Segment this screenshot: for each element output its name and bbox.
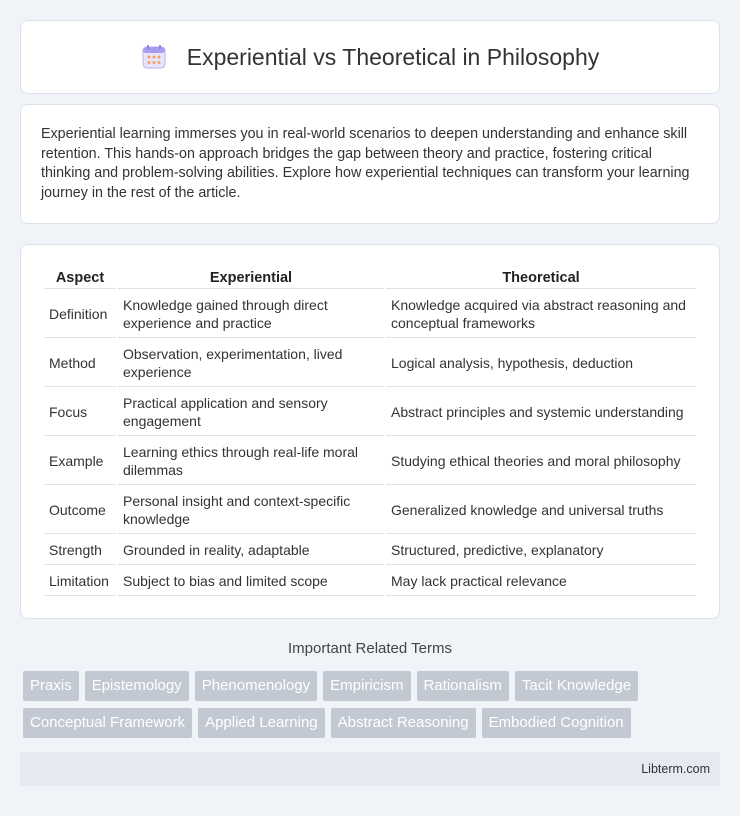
row-theoretical: Knowledge acquired via abstract reasoning and conceptual frameworks — [386, 291, 696, 338]
table-row — [44, 438, 696, 485]
tag-praxis[interactable]: Praxis — [23, 671, 79, 701]
table-row — [44, 340, 696, 387]
row-experiential: Learning ethics through real-life moral dilemmas — [118, 438, 384, 485]
table-row — [44, 536, 696, 565]
header-aspect: Aspect — [44, 267, 116, 289]
tag-tacit-knowledge[interactable]: Tacit Knowledge — [515, 671, 638, 701]
table-row — [44, 291, 696, 338]
related-terms-title: Important Related Terms — [288, 640, 452, 657]
footer — [20, 752, 720, 786]
tag-conceptual-framework[interactable]: Conceptual Framework — [23, 708, 192, 738]
intro-text: Experiential learning immerses you in real-world scenarios to deepen understanding and enhance skill retention. This hands-on approach bridges the gap between theory and practice, fostering critical thinking and problem-solving abilities. Explore how experiential techniques can transform your learning journey in the rest of the article. — [41, 126, 690, 201]
row-experiential: Knowledge gained through direct experience and practice — [118, 291, 384, 338]
row-experiential: Personal insight and context-specific knowledge — [118, 487, 384, 534]
calendar-icon — [141, 44, 167, 70]
row-aspect: Example — [44, 438, 116, 485]
page-title: Experiential vs Theoretical in Philosophy — [186, 43, 600, 70]
row-aspect: Limitation — [44, 567, 116, 596]
row-experiential: Practical application and sensory engagement — [118, 389, 384, 436]
row-aspect: Strength — [44, 536, 116, 565]
row-theoretical: Structured, predictive, explanatory — [386, 536, 696, 565]
table-row — [44, 389, 696, 436]
tag-epistemology[interactable]: Epistemology — [85, 671, 189, 701]
row-aspect: Outcome — [44, 487, 116, 534]
related-terms — [23, 671, 723, 745]
row-theoretical: Studying ethical theories and moral philosophy — [386, 438, 696, 485]
table-row — [44, 567, 696, 596]
tag-phenomenology[interactable]: Phenomenology — [195, 671, 317, 701]
header-experiential: Experiential — [118, 267, 384, 289]
intro-card — [20, 104, 720, 224]
row-theoretical: Abstract principles and systemic understanding — [386, 389, 696, 436]
row-theoretical: May lack practical relevance — [386, 567, 696, 596]
comparison-table — [42, 265, 698, 598]
tag-embodied-cognition[interactable]: Embodied Cognition — [482, 708, 631, 738]
header-theoretical: Theoretical — [386, 267, 696, 289]
row-aspect: Definition — [44, 291, 116, 338]
row-aspect: Method — [44, 340, 116, 387]
tag-empiricism[interactable]: Empiricism — [323, 671, 410, 701]
row-experiential: Grounded in reality, adaptable — [118, 536, 384, 565]
row-theoretical: Logical analysis, hypothesis, deduction — [386, 340, 696, 387]
table-row — [44, 487, 696, 534]
row-experiential: Subject to bias and limited scope — [118, 567, 384, 596]
row-theoretical: Generalized knowledge and universal truths — [386, 487, 696, 534]
row-aspect: Focus — [44, 389, 116, 436]
row-experiential: Observation, experimentation, lived experience — [118, 340, 384, 387]
tag-row — [23, 708, 723, 738]
tag-applied-learning[interactable]: Applied Learning — [198, 708, 325, 738]
tag-abstract-reasoning[interactable]: Abstract Reasoning — [331, 708, 476, 738]
tag-row — [23, 671, 723, 701]
header-card — [20, 20, 720, 94]
comparison-table-card — [20, 244, 720, 619]
footer-link[interactable]: Libterm.com — [641, 762, 710, 776]
tag-rationalism[interactable]: Rationalism — [417, 671, 509, 701]
